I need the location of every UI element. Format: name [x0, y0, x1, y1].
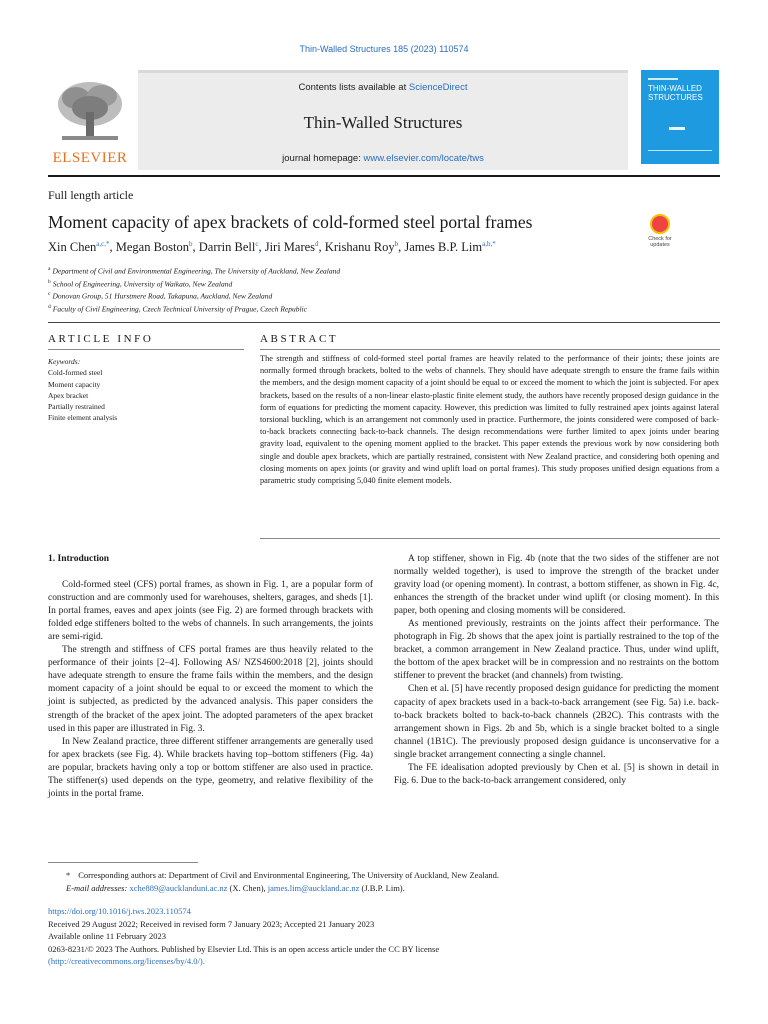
body-paragraph: Chen et al. [5] have recently proposed design guidance for predicting the moment capacity of apex brackets used in a back-to-back arrangement (see Fig. 5a) i.e. back-to-back brackets bolted to back-to-back channels (2B2C). This contrasts with the arrangement shown in Figs. 2b and 5b, which is a single bracket bolted to a single channel (1B1C). The previously proposed design guidance is unconservative for a single bracket arrangement connecting a single channel. — [394, 684, 719, 760]
email-owner: (X. Chen), — [229, 883, 266, 893]
elsevier-tree-icon — [54, 78, 126, 142]
body-paragraph: The strength and stiffness of CFS portal frames are thus heavily related to the performance of their joints [2–4]. Following AS/ NZS4600:2018 [2], joints should have adequate strength to ensure the frame fails within the members, and the design moment capacity of a joint should be equal to or exceed the moment to which the joint is subjected, as predicted by the advanced analysis. This paper considers the strength of the bracket of the apex joint. The adopted parameters of the apex bracket used in this paper are illustrated in Fig. 3. — [48, 645, 373, 734]
section-rule — [48, 322, 720, 323]
body-column-left — [48, 553, 373, 801]
body-paragraph: Cold-formed steel (CFS) portal frames, as shown in Fig. 1, are a popular form of construction and are commonly used for warehouses, shelters, garages, and sheds [1]. In portal frames, eaves and apex joints (see Fig. 2) are formed through brackets with folded edge stiffeners bolted to the webs of channels. In such arrangements, the joints are semi-rigid. — [48, 580, 373, 643]
publisher-logo[interactable] — [48, 70, 132, 170]
author-affiliation-mark[interactable]: a,b,* — [482, 240, 496, 248]
affiliation-mark: b — [48, 278, 51, 285]
affiliation-text: School of Engineering, University of Waikato, New Zealand — [52, 279, 233, 289]
corresponding-author-footnote — [48, 869, 720, 895]
homepage-link[interactable]: www.elsevier.com/locate/tws — [363, 153, 484, 164]
affiliation-list — [48, 264, 340, 315]
masthead-rule — [48, 175, 720, 177]
keywords-label: Keywords: — [48, 357, 81, 366]
email-link-lim[interactable]: james.lim@auckland.ac.nz — [267, 883, 360, 893]
footnote-mark: * — [66, 870, 71, 880]
sciencedirect-link[interactable]: ScienceDirect — [408, 82, 468, 93]
body-paragraph: The FE idealisation adopted previously by Chen et al. [5] is shown in detail in Fig. 6. Due to the back-to-back arrangement considered, only — [394, 762, 719, 786]
author-name[interactable]: Megan Boston — [115, 240, 189, 255]
check-for-updates-badge[interactable] — [641, 214, 679, 252]
contents-line — [138, 82, 628, 93]
affiliation-text: Donovan Group, 51 Hurstmere Road, Takapuna, Auckland, New Zealand — [52, 291, 273, 301]
affiliation-item — [48, 277, 340, 290]
email-owner: (J.B.P. Lim). — [361, 883, 405, 893]
abstract-heading: ABSTRACT — [260, 333, 339, 345]
journal-cover-thumbnail[interactable] — [641, 70, 719, 164]
footnote-rule — [48, 862, 198, 863]
body-column-right — [394, 553, 719, 788]
author-name[interactable]: Xin Chen — [48, 240, 97, 255]
article-title: Moment capacity of apex brackets of cold-formed steel portal frames — [48, 212, 533, 232]
affiliation-item — [48, 264, 340, 277]
author-affiliation-mark[interactable]: a,c,* — [96, 240, 110, 248]
publication-info — [48, 905, 720, 968]
article-type: Full length article — [48, 188, 134, 202]
copyright-line: 0263-8231/© 2023 The Authors. Published by Elsevier Ltd. This is an open access article under the CC BY license — [48, 943, 440, 954]
author-list: Xin Chen$^{a,c,*}$, Megan Boston$^b$, Darrin Bell$^c$, Jiri Mares$^d$, Krishanu Roy$^b$, James B.P. Lim$^{a,b,*}$ — [48, 240, 496, 255]
body-paragraph: A top stiffener, shown in Fig. 4b (note that the two sides of the stiffener are not normally welded together), is used to improve the strength of the bracket under gravity load (or opening moment). In contrast, a bottom stiffener, as shown in Fig. 4c, enhances the strength of the bracket under wind uplift (or closing moment). In this paper, both opening and closing moments will be considered. — [394, 554, 719, 617]
keyword-item: Apex bracket — [48, 390, 89, 400]
author-affiliation-mark[interactable]: b — [394, 240, 399, 248]
journal-citation-link[interactable]: Thin-Walled Structures 185 (2023) 110574 — [299, 44, 469, 54]
article-info-rule — [48, 349, 244, 350]
author-name[interactable]: Krishanu Roy — [324, 240, 395, 255]
abstract-body: The strength and stiffness of cold-formed steel portal frames are heavily related to the performance of their joints; these joints are normally formed through brackets, bolted to the webs of channels. They should have adequate strength to ensure the frame fails within the members, and the design moment capacity of a joint should be equal to or exceed the moment to which the joint is subjected. For apex brackets, based on the results of a non-linear elasto-plastic finite element study, the authors have recently proposed design guidance in the form of equations for predicting the moment capacity. However, this prediction was limited to fully restrained apex joints against lateral torsional buckling, which is an arrangement not commonly used in practice. Furthermore, the joints considered were composed of back-to-back brackets connecting back-to-back channels. The design recommendations were further limited to apex joints under bearing gravity load, equivalent to the opening moment applied to the bracket. This paper extends the previous work by now considering both single and double apex brackets, which are partially restrained, consistent with New Zealand practice, and considering both opening and closing moments on apex joints (or gravity and wind uplift load on portal frames). This study proposes unified design equations from a parametric study comprising 5,040 finite element models. — [260, 354, 719, 486]
journal-title: Thin-Walled Structures — [303, 113, 463, 132]
author-name[interactable]: James B.P. Lim — [404, 240, 483, 255]
body-paragraph: In New Zealand practice, three different stiffener arrangements are generally used for apex brackets (see Fig. 4). While brackets having top–bottom stiffeners (Fig. 4a) are popular, brackets having only a top or bottom stiffener are also used in practice. The stiffener(s) used depends on the type, geometry, and relative flexibility of the joints in the portal frame. — [48, 736, 373, 799]
cover-stripe — [648, 78, 678, 80]
email-label: E-mail addresses: — [66, 883, 128, 893]
affiliation-item — [48, 302, 340, 315]
footnote-emails — [48, 882, 720, 895]
homepage-prefix: journal homepage: — [282, 153, 364, 164]
received-dates: Received 29 August 2022; Received in revised form 7 January 2023; Accepted 21 January 2023 — [48, 918, 375, 929]
crossmark-icon — [650, 214, 670, 234]
journal-banner — [138, 70, 628, 170]
homepage-line — [138, 153, 628, 164]
keyword-item: Partially restrained — [48, 402, 105, 412]
cover-mark — [669, 127, 685, 130]
affiliation-mark: c — [48, 291, 51, 298]
author-affiliation-mark[interactable]: b — [189, 240, 193, 248]
author-name[interactable]: Darrin Bell — [198, 240, 256, 255]
online-date: Available online 11 February 2023 — [48, 931, 167, 941]
publisher-wordmark: ELSEVIER — [52, 150, 128, 166]
crossmark-label: Check for updates — [648, 236, 672, 248]
license-link[interactable]: (http://creativecommons.org/licenses/by/4.0/). — [48, 956, 205, 966]
abstract-rule — [260, 349, 720, 350]
abstract-end-rule — [260, 538, 720, 539]
cover-footer — [648, 150, 712, 156]
affiliation-mark: a — [48, 266, 51, 272]
author-name[interactable]: Jiri Mares — [264, 240, 316, 255]
affiliation-text: Department of Civil and Environmental Engineering, The University of Auckland, New Zealand — [52, 266, 341, 276]
cover-title: THIN-WALLED STRUCTURES — [648, 84, 703, 102]
author-affiliation-mark[interactable]: c — [255, 240, 259, 248]
masthead — [48, 70, 720, 170]
author-affiliation-mark[interactable]: d — [315, 240, 319, 248]
affiliation-text: Faculty of Civil Engineering, Czech Technical University of Prague, Czech Republic — [52, 304, 308, 314]
footnote-corresponding-text: Corresponding authors at: Department of Civil and Environmental Engineering, The University of Auckland, New Zealand. — [78, 870, 499, 880]
article-info-heading: ARTICLE INFO — [48, 333, 154, 345]
keywords-block — [48, 356, 117, 424]
affiliation-item — [48, 289, 340, 302]
keyword-item: Finite element analysis — [48, 413, 118, 423]
contents-prefix: Contents lists available at — [298, 82, 409, 93]
keyword-item: Moment capacity — [48, 379, 101, 389]
affiliation-mark: d — [48, 304, 51, 311]
keyword-item: Cold-formed steel — [48, 368, 103, 378]
email-link-chen[interactable]: xche889@aucklanduni.ac.nz — [129, 883, 228, 893]
body-paragraph: As mentioned previously, restraints on the joints affect their performance. The photograph in Fig. 2b shows that the apex joint is partially restrained to the top of the bracket, a common arrangement in New Zealand practice. Thus, under wind uplift, the bottom of the apex bracket will be in compression and no restraints on the bottom stiffener to prevent the bracket (and channels) from twisting. — [394, 619, 719, 682]
doi-link[interactable]: https://doi.org/10.1016/j.tws.2023.110574 — [48, 906, 191, 916]
footnote-corresponding — [48, 869, 720, 882]
introduction-heading: 1. Introduction — [48, 554, 110, 564]
